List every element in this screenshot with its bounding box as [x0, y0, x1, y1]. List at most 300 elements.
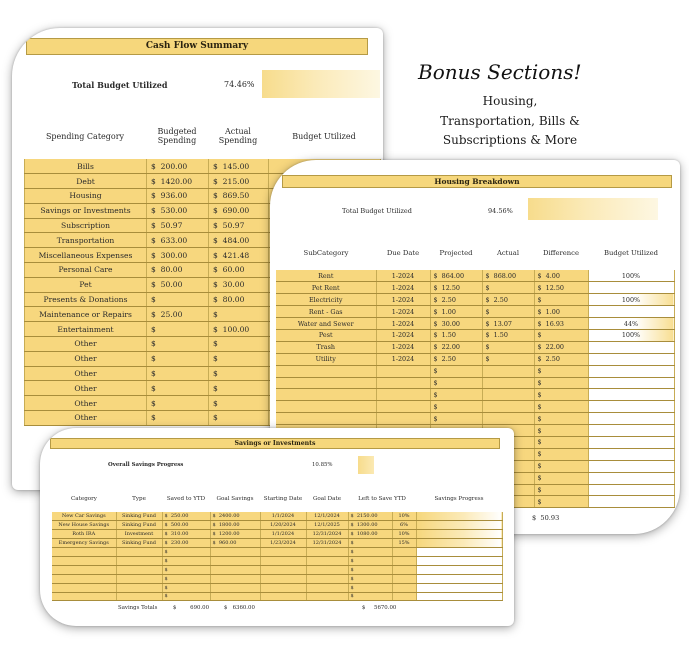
table-row: [276, 353, 674, 365]
currency-symbol: $: [537, 497, 542, 506]
currency-symbol: $: [433, 295, 438, 304]
starting-date: 1/1/2024: [260, 530, 306, 539]
budgeted-spending-value: 50.00: [160, 280, 183, 290]
table-row: [52, 574, 502, 583]
currency-symbol: $: [537, 319, 542, 328]
difference: [534, 436, 588, 448]
col-budgeted-spending: Budgeted Spending: [157, 127, 197, 145]
difference: [534, 353, 588, 365]
actual-spending-value: 421.48: [222, 250, 250, 260]
currency-symbol: $: [164, 513, 168, 520]
currency-symbol: $: [350, 540, 354, 547]
goal-savings: [210, 592, 260, 601]
saved-ytd: [162, 539, 210, 548]
actual-spending-value: 690.00: [222, 206, 250, 216]
currency-symbol: $: [151, 413, 156, 423]
left-to-save-value: 1300.00: [356, 522, 378, 529]
subcategory: Rent - Gas: [276, 306, 376, 318]
promo-title: Bonus Sections!: [418, 60, 582, 84]
actual-spending: [209, 307, 269, 322]
savings-progress-bar: [416, 565, 502, 574]
total-budget-bar: [262, 70, 380, 98]
col-actual-spending: Actual Spending: [218, 127, 258, 145]
due-date: 1-2024: [376, 329, 430, 341]
actual-spending-value: 869.50: [222, 191, 250, 201]
actual-spending-value: 215.00: [222, 176, 250, 186]
promo-line-3: Subscriptions & More: [442, 133, 578, 147]
actual: [482, 353, 534, 365]
saved-ytd-value: 250.00: [170, 513, 189, 520]
budgeted-spending: [147, 366, 209, 381]
table-row: [276, 329, 674, 341]
currency-symbol: $: [212, 522, 216, 529]
subcategory: [276, 401, 376, 413]
budget-utilized: [588, 401, 674, 413]
progress-percent: [392, 565, 416, 574]
promo-line-1: Housing,: [482, 94, 538, 108]
savings-progress-bar: [416, 574, 502, 583]
budget-utilized: [588, 484, 674, 496]
budget-utilized: [588, 282, 674, 294]
currency-symbol: $: [151, 280, 156, 290]
savings-totals-left: [362, 605, 396, 611]
savings-type: [116, 548, 162, 557]
currency-symbol: $: [537, 438, 542, 447]
savings-type: Sinking Fund: [116, 512, 162, 521]
difference-total-value: 50.93: [540, 514, 560, 522]
cash-flow-title: Cash Flow Summary: [26, 38, 368, 55]
spending-category: Housing: [25, 189, 147, 204]
overall-savings-value: 10.85%: [312, 462, 333, 468]
due-date: 1-2024: [376, 318, 430, 330]
housing-difference-total: [532, 514, 559, 522]
spending-category: Other: [25, 411, 147, 426]
due-date: 1-2024: [376, 270, 430, 282]
budget-utilized: [588, 377, 674, 389]
budgeted-spending: [147, 351, 209, 366]
goal-date: 12/31/2024: [306, 530, 348, 539]
projected: [430, 282, 482, 294]
actual-spending-value: 100.00: [222, 324, 250, 334]
col-savings-progress: Savings Progress: [434, 496, 484, 502]
due-date: [376, 401, 430, 413]
difference: [534, 413, 588, 425]
difference: [534, 389, 588, 401]
totals-saved-value: 690.00: [190, 605, 210, 611]
budgeted-spending: [147, 233, 209, 248]
starting-date: 1/1/2024: [260, 512, 306, 521]
budgeted-spending: [147, 396, 209, 411]
left-to-save: [348, 565, 392, 574]
due-date: [376, 377, 430, 389]
currency-symbol: $: [164, 557, 168, 564]
saved-ytd: [162, 521, 210, 530]
actual-value: 2.50: [493, 295, 508, 304]
budgeted-spending-value: 300.00: [160, 250, 188, 260]
budgeted-spending: [147, 174, 209, 189]
left-to-save: [348, 548, 392, 557]
col-due-date: Due Date: [386, 248, 420, 257]
progress-percent: [392, 592, 416, 601]
currency-symbol: $: [362, 605, 366, 611]
saved-ytd: [162, 592, 210, 601]
currency-symbol: $: [350, 584, 354, 591]
subcategory: Water and Sewer: [276, 318, 376, 330]
currency-symbol: $: [537, 283, 542, 292]
currency-symbol: $: [213, 221, 218, 231]
currency-symbol: $: [164, 575, 168, 582]
progress-percent: 10%: [392, 512, 416, 521]
left-to-save: [348, 530, 392, 539]
savings-category: New House Savings: [52, 521, 116, 530]
saved-ytd: [162, 512, 210, 521]
goal-date: [306, 556, 348, 565]
due-date: [376, 389, 430, 401]
table-row: [52, 530, 502, 539]
budgeted-spending: [147, 411, 209, 426]
currency-symbol: $: [213, 324, 218, 334]
difference: [534, 401, 588, 413]
actual-spending-value: 484.00: [222, 235, 250, 245]
currency-symbol: $: [485, 331, 490, 340]
col-saved-ytd: Saved to YTD: [166, 496, 206, 502]
currency-symbol: $: [212, 531, 216, 538]
actual-spending-value: 60.00: [222, 265, 245, 275]
actual: [482, 341, 534, 353]
spending-category: Other: [25, 366, 147, 381]
saved-ytd: [162, 574, 210, 583]
currency-symbol: $: [537, 462, 542, 471]
currency-symbol: $: [151, 339, 156, 349]
subcategory: Pest: [276, 329, 376, 341]
currency-symbol: $: [485, 271, 490, 280]
table-row: [276, 294, 674, 306]
actual-value: 13.07: [493, 319, 512, 328]
projected: [430, 401, 482, 413]
projected-value: 2.50: [441, 295, 456, 304]
total-budget-label: Total Budget Utilized: [72, 80, 168, 90]
spending-category: Other: [25, 396, 147, 411]
progress-percent: [392, 574, 416, 583]
goal-savings: [210, 521, 260, 530]
currency-symbol: $: [151, 295, 156, 305]
subcategory: [276, 377, 376, 389]
savings-type: [116, 574, 162, 583]
col-type: Type: [132, 496, 146, 502]
saved-ytd-value: 230.00: [170, 540, 189, 547]
goal-savings: [210, 530, 260, 539]
difference: [534, 294, 588, 306]
currency-symbol: $: [164, 522, 168, 529]
currency-symbol: $: [213, 161, 218, 171]
goal-savings: [210, 539, 260, 548]
col-starting-date: Starting Date: [263, 496, 303, 502]
goal-date: [306, 565, 348, 574]
starting-date: [260, 583, 306, 592]
savings-category: Roth IRA: [52, 530, 116, 539]
col-spending-category: Spending Category: [45, 131, 125, 141]
savings-category: [52, 574, 116, 583]
currency-symbol: $: [213, 398, 218, 408]
progress-percent: 15%: [392, 539, 416, 548]
table-row: [276, 365, 674, 377]
currency-symbol: $: [537, 426, 542, 435]
projected: [430, 353, 482, 365]
col-goal-savings: Goal Savings: [216, 496, 254, 502]
left-to-save-value: 2150.00: [356, 513, 378, 520]
savings-progress-bar: [416, 548, 502, 557]
savings-type: Sinking Fund: [116, 521, 162, 530]
budgeted-spending: [147, 263, 209, 278]
totals-left-value: 5670.00: [374, 605, 397, 611]
savings-totals-saved: [173, 605, 209, 611]
promo-line-2: Transportation, Bills &: [440, 114, 580, 128]
actual-spending-value: 50.97: [222, 221, 245, 231]
spending-category: Miscellaneous Expenses: [25, 248, 147, 263]
goal-date: [306, 592, 348, 601]
budgeted-spending-value: 200.00: [160, 161, 188, 171]
starting-date: [260, 548, 306, 557]
progress-percent: 10%: [392, 530, 416, 539]
savings-progress-bar: [416, 512, 502, 521]
currency-symbol: $: [213, 339, 218, 349]
currency-symbol: $: [151, 221, 156, 231]
actual-spending: [209, 381, 269, 396]
projected: [430, 306, 482, 318]
difference: [534, 377, 588, 389]
currency-symbol: $: [164, 584, 168, 591]
currency-symbol: $: [485, 283, 490, 292]
budgeted-spending-value: 530.00: [160, 206, 188, 216]
savings-type: Investment: [116, 530, 162, 539]
table-row: [52, 583, 502, 592]
due-date: 1-2024: [376, 294, 430, 306]
actual-spending: [209, 233, 269, 248]
actual-spending-value: 30.00: [222, 280, 245, 290]
currency-symbol: $: [164, 593, 168, 600]
savings-header: [52, 493, 502, 505]
goal-savings-value: 2400.00: [218, 513, 240, 520]
subcategory: Electricity: [276, 294, 376, 306]
budget-utilized: [588, 448, 674, 460]
budget-utilized: [588, 425, 674, 437]
due-date: [376, 413, 430, 425]
currency-symbol: $: [213, 280, 218, 290]
starting-date: 1/23/2024: [260, 539, 306, 548]
projected-value: 1.00: [441, 307, 456, 316]
actual-spending-value: 145.00: [222, 161, 250, 171]
projected: [430, 270, 482, 282]
actual-spending: [209, 174, 269, 189]
currency-symbol: $: [537, 331, 542, 340]
projected-value: 2.50: [441, 355, 456, 364]
savings-category: [52, 583, 116, 592]
table-row: [276, 413, 674, 425]
currency-symbol: $: [433, 331, 438, 340]
cash-flow-header: [24, 120, 380, 152]
actual: [482, 318, 534, 330]
difference-value: 4.00: [545, 271, 560, 280]
goal-date: 12/31/2024: [306, 539, 348, 548]
budget-utilized: [588, 353, 674, 365]
budget-utilized: [588, 306, 674, 318]
saved-ytd: [162, 548, 210, 557]
actual-spending: [209, 263, 269, 278]
savings-progress-bar: [416, 583, 502, 592]
savings-progress-bar: [416, 530, 502, 539]
currency-symbol: $: [151, 250, 156, 260]
table-row: [52, 565, 502, 574]
difference: [534, 365, 588, 377]
difference: [534, 460, 588, 472]
currency-symbol: $: [213, 176, 218, 186]
currency-symbol: $: [173, 605, 177, 611]
progress-percent: [392, 583, 416, 592]
currency-symbol: $: [151, 398, 156, 408]
left-to-save: [348, 592, 392, 601]
currency-symbol: $: [350, 531, 354, 538]
currency-symbol: $: [433, 283, 438, 292]
table-row: [276, 282, 674, 294]
actual-spending: [209, 396, 269, 411]
currency-symbol: $: [213, 309, 218, 319]
currency-symbol: $: [433, 319, 438, 328]
budgeted-spending: [147, 292, 209, 307]
col-category: Category: [71, 496, 97, 502]
budgeted-spending: [147, 337, 209, 352]
actual: [482, 389, 534, 401]
projected: [430, 341, 482, 353]
currency-symbol: $: [350, 593, 354, 600]
difference: [534, 318, 588, 330]
table-row: [52, 512, 502, 521]
difference: [534, 484, 588, 496]
difference: [534, 448, 588, 460]
actual: [482, 282, 534, 294]
table-row: [52, 556, 502, 565]
currency-symbol: $: [537, 450, 542, 459]
difference: [534, 270, 588, 282]
goal-savings-value: 960.00: [218, 540, 237, 547]
actual: [482, 306, 534, 318]
left-to-save: [348, 521, 392, 530]
goal-savings: [210, 556, 260, 565]
currency-symbol: $: [350, 513, 354, 520]
difference-value: 12.50: [545, 283, 564, 292]
spending-category: Other: [25, 381, 147, 396]
projected: [430, 389, 482, 401]
currency-symbol: $: [433, 307, 438, 316]
spending-category: Savings or Investments: [25, 203, 147, 218]
currency-symbol: $: [537, 474, 542, 483]
col-actual: Actual: [496, 248, 520, 257]
budget-utilized: 100%: [588, 270, 674, 282]
actual-spending: [209, 248, 269, 263]
budgeted-spending: [147, 322, 209, 337]
savings-totals-label: Savings Totals: [118, 605, 158, 611]
projected: [430, 413, 482, 425]
table-row: [52, 539, 502, 548]
budgeted-spending-value: 936.00: [160, 191, 188, 201]
housing-title: Housing Breakdown: [282, 175, 672, 188]
left-to-save: [348, 574, 392, 583]
actual: [482, 270, 534, 282]
due-date: 1-2024: [376, 282, 430, 294]
subcategory: Trash: [276, 341, 376, 353]
budgeted-spending: [147, 189, 209, 204]
spending-category: Presents & Donations: [25, 292, 147, 307]
savings-category: [52, 592, 116, 601]
saved-ytd-value: 310.00: [170, 531, 189, 538]
goal-savings-value: 1800.00: [218, 522, 240, 529]
subcategory: Pet Rent: [276, 282, 376, 294]
goal-date: [306, 548, 348, 557]
savings-type: [116, 556, 162, 565]
currency-symbol: $: [213, 369, 218, 379]
spending-category: Subscription: [25, 218, 147, 233]
projected-value: 864.00: [441, 271, 465, 280]
actual: [482, 413, 534, 425]
col-goal-date: Goal Date: [312, 496, 342, 502]
subcategory: [276, 413, 376, 425]
saved-ytd: [162, 530, 210, 539]
savings-category: Emergency Savings: [52, 539, 116, 548]
currency-symbol: $: [213, 235, 218, 245]
savings-progress-bar: [416, 592, 502, 601]
actual: [482, 401, 534, 413]
currency-symbol: $: [537, 367, 542, 376]
progress-percent: [392, 556, 416, 565]
saved-ytd: [162, 565, 210, 574]
currency-symbol: $: [532, 514, 537, 522]
starting-date: 1/20/2024: [260, 521, 306, 530]
spending-category: Transportation: [25, 233, 147, 248]
projected-value: 12.50: [441, 283, 460, 292]
subcategory: Utility: [276, 353, 376, 365]
overall-savings-bar: [358, 456, 374, 474]
currency-symbol: $: [433, 271, 438, 280]
currency-symbol: $: [433, 367, 438, 376]
actual: [482, 365, 534, 377]
currency-symbol: $: [151, 383, 156, 393]
currency-symbol: $: [537, 378, 542, 387]
budget-utilized: 44%: [588, 318, 674, 330]
actual-spending: [209, 322, 269, 337]
col-projected: Projected: [439, 248, 473, 257]
projected-value: 22.00: [441, 343, 460, 352]
projected-value: 1.50: [441, 331, 456, 340]
projected-value: 30.00: [441, 319, 460, 328]
savings-type: Sinking Fund: [116, 539, 162, 548]
projected: [430, 377, 482, 389]
goal-savings-value: 1200.00: [218, 531, 240, 538]
budgeted-spending: [147, 381, 209, 396]
goal-date: [306, 583, 348, 592]
due-date: [376, 365, 430, 377]
currency-symbol: $: [485, 307, 490, 316]
budget-utilized: [588, 496, 674, 508]
col-difference: Difference: [543, 248, 579, 257]
difference-value: 22.00: [545, 343, 564, 352]
currency-symbol: $: [213, 354, 218, 364]
currency-symbol: $: [213, 413, 218, 423]
currency-symbol: $: [151, 176, 156, 186]
starting-date: [260, 565, 306, 574]
overall-savings-label: Overall Savings Progress: [108, 462, 184, 468]
currency-symbol: $: [537, 355, 542, 364]
saved-ytd: [162, 556, 210, 565]
table-row: [276, 341, 674, 353]
